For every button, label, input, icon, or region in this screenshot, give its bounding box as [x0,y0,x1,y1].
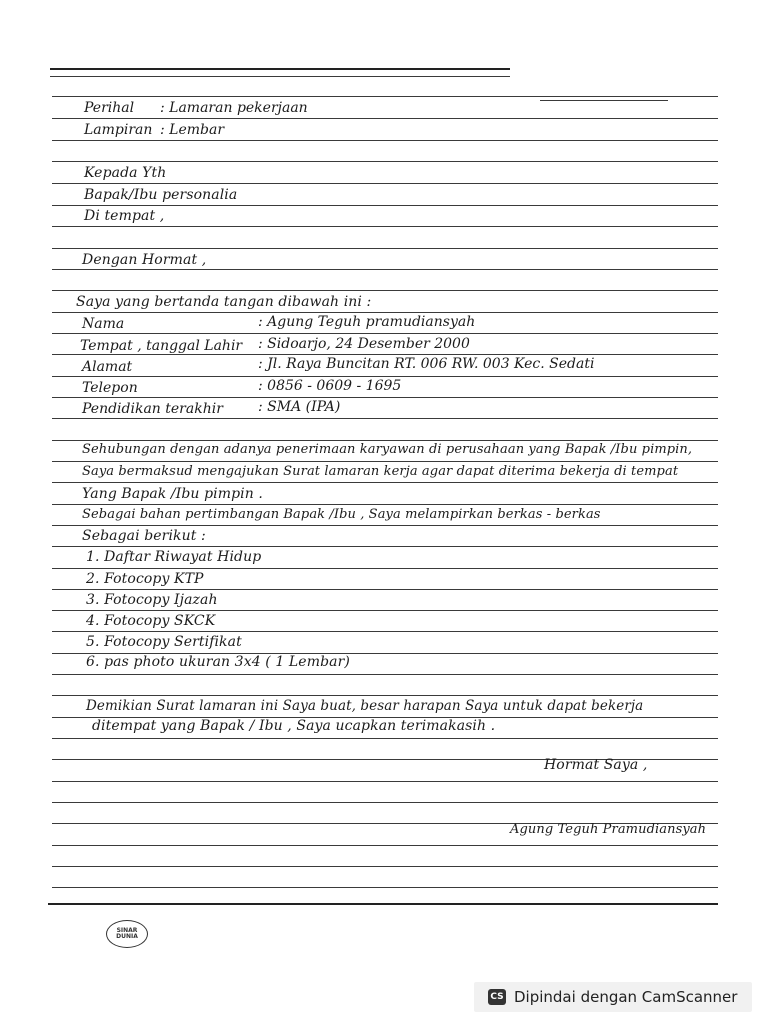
ruled-line [52,183,718,184]
list-item: 3. Fotocopy Ijazah [86,592,218,608]
ruled-line [52,140,718,141]
field-value-nama: : Agung Teguh pramudiansyah [258,314,476,330]
ruled-line [52,461,718,462]
ruled-line [52,312,718,313]
greeting: Dengan Hormat , [82,252,207,268]
body-line: Yang Bapak /Ibu pimpin . [82,486,263,502]
ruled-line [52,440,718,441]
regards: Hormat Saya , [544,757,648,773]
body-line: Saya bermaksud mengajukan Surat lamaran kerja agar dapat diterima bekerja di tempat [82,464,679,479]
ruled-line [52,269,718,270]
field-label-ttl: Tempat , tanggal Lahir [80,338,243,354]
ruled-line [52,802,718,803]
ruled-line [52,333,718,334]
body-line: Sebagai berikut : [82,528,206,544]
ruled-line [52,738,718,739]
ruled-line [52,887,718,888]
ruled-line [52,248,718,249]
ruled-line [52,610,718,611]
camscanner-watermark [474,982,752,1012]
ruled-line [52,482,718,483]
addressee-line: Kepada Yth [84,165,167,181]
addressee-name: Bapak/Ibu personalia [84,187,238,203]
lampiran-value: : Lembar [160,122,225,138]
addressee-place: Di tempat , [84,208,165,224]
ruled-line [52,118,718,119]
logo-text: SINAR [116,927,138,934]
field-label-alamat: Alamat [82,359,133,375]
ruled-line [48,903,718,905]
logo-text: DUNIA [116,933,138,940]
ruled-line [52,631,718,632]
ruled-line [52,568,718,569]
ruled-line [52,504,718,505]
ruled-line [52,397,718,398]
ruled-line [52,290,718,291]
field-label-pendidikan: Pendidikan terakhir [82,401,223,417]
ruled-line [52,674,718,675]
list-item: 1. Daftar Riwayat Hidup [86,549,262,565]
field-label-telepon: Telepon [82,380,138,396]
list-item: 2. Fotocopy KTP [86,571,204,587]
list-item: 4. Fotocopy SKCK [86,613,216,629]
closing-line: ditempat yang Bapak / Ibu , Saya ucapkan terimakasih . [92,718,496,734]
watermark-text: Dipindai dengan CamScanner [514,988,738,1006]
list-item: 6. pas photo ukuran 3x4 ( 1 Lembar) [86,654,350,670]
perihal-value: : Lamaran pekerjaan [160,100,308,116]
ruled-line [52,354,718,355]
ruled-line [50,68,510,70]
ruled-line [52,525,718,526]
intro-line: Saya yang bertanda tangan dibawah ini : [76,294,372,310]
ruled-line [50,76,510,77]
field-value-telepon: : 0856 - 0609 - 1695 [258,378,402,394]
body-line: Sebagai bahan pertimbangan Bapak /Ibu , Saya melampirkan berkas - berkas [82,507,601,522]
ruled-line [52,418,718,419]
field-value-pendidikan: : SMA (IPA) [258,399,341,415]
perihal-label: Perihal [84,100,135,116]
field-value-ttl: : Sidoarjo, 24 Desember 2000 [258,336,470,352]
ruled-line [52,376,718,377]
ruled-line [52,161,718,162]
body-line: Sehubungan dengan adanya penerimaan karyawan di perusahaan yang Bapak /Ibu pimpin, [82,442,693,457]
lampiran-label: Lampiran [84,122,153,138]
ruled-line [52,546,718,547]
field-value-alamat: : Jl. Raya Buncitan RT. 006 RW. 003 Kec. Sedati [258,356,595,372]
ruled-line [52,845,718,846]
ruled-line [52,781,718,782]
field-label-nama: Nama [82,316,125,332]
ruled-line [52,96,718,97]
ruled-line [540,100,668,101]
ruled-line [52,589,718,590]
ruled-line [52,866,718,867]
signature-name: Agung Teguh Pramudiansyah [510,822,707,837]
camscanner-icon: CS [488,989,506,1005]
ruled-line [52,226,718,227]
ruled-line [52,205,718,206]
closing-line: Demikian Surat lamaran ini Saya buat, besar harapan Saya untuk dapat bekerja [86,698,644,714]
ruled-line [52,695,718,696]
list-item: 5. Fotocopy Sertifikat [86,634,242,650]
paper-brand-logo [106,920,148,948]
